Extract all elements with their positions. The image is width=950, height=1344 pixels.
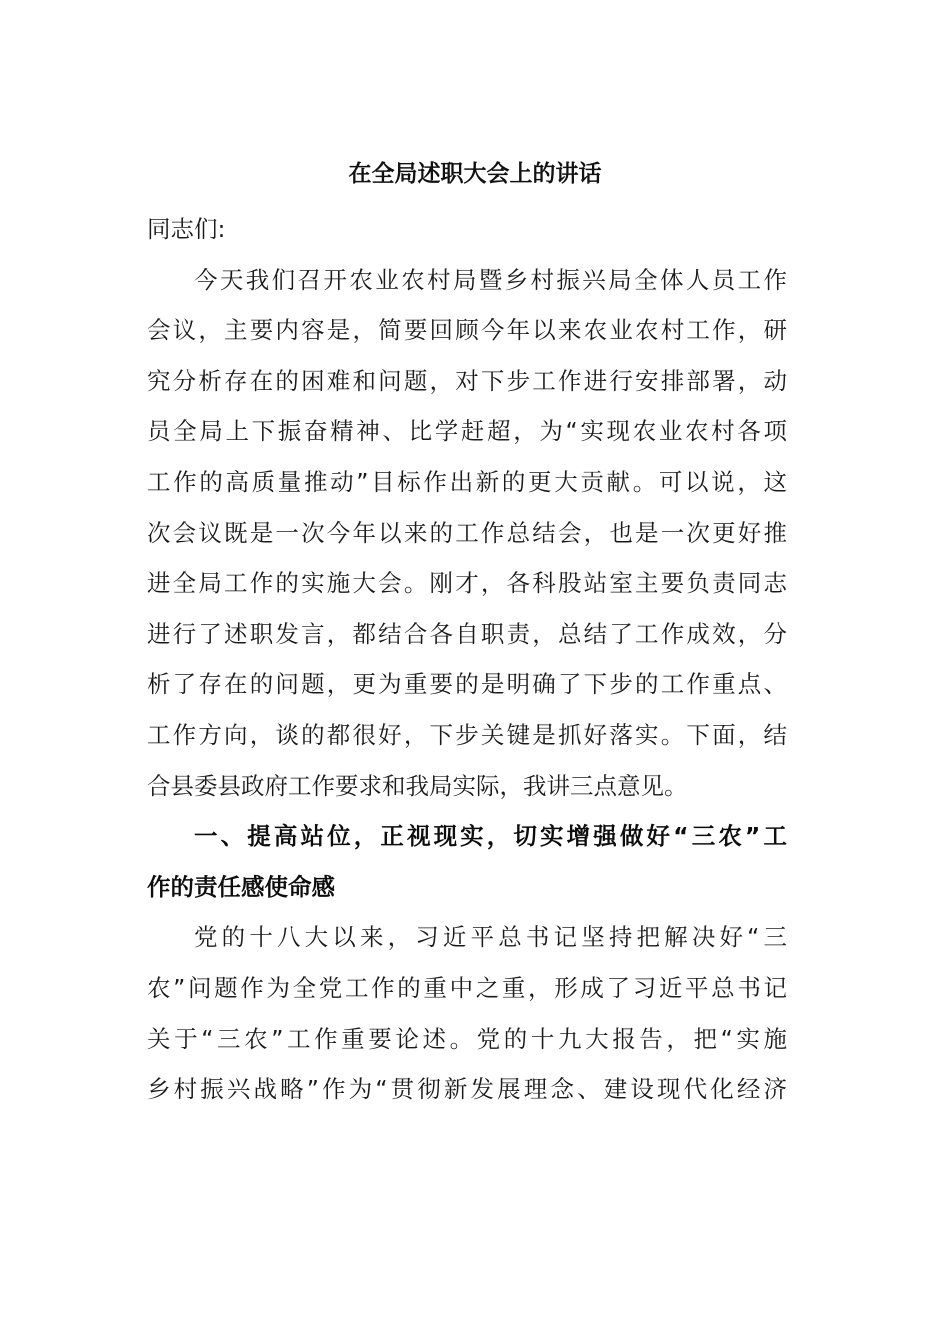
paragraph-line: 究分析存在的困难和问题，对下步工作进行安排部署，动 xyxy=(147,366,787,395)
salutation: 同志们: xyxy=(147,215,226,243)
section-heading: 作的责任感使命感 xyxy=(147,872,335,901)
document-title: 在全局述职大会上的讲话 xyxy=(348,161,602,187)
paragraph-line: 工作的高质量推动”目标作出新的更大贡献。可以说，这 xyxy=(147,467,787,496)
paragraph-line: 党的十八大以来，习近平总书记坚持把解决好“三 xyxy=(194,923,787,952)
paragraph-line: 今天我们召开农业农村局暨乡村振兴局全体人员工作 xyxy=(194,265,787,294)
paragraph-line: 关于“三农”工作重要论述。党的十九大报告，把“实施 xyxy=(147,1024,787,1053)
paragraph-line: 会议，主要内容是，简要回顾今年以来农业农村工作，研 xyxy=(147,316,787,345)
paragraph-line: 员全局上下振奋精神、比学赶超，为“实现农业农村各项 xyxy=(147,417,787,446)
paragraph-line: 进全局工作的实施大会。刚才，各科股站室主要负责同志 xyxy=(147,569,787,598)
document-body xyxy=(147,204,787,1115)
paragraph-line: 合县委县政府工作要求和我局实际，我讲三点意见。 xyxy=(147,771,688,800)
paragraph-line: 次会议既是一次今年以来的工作总结会，也是一次更好推 xyxy=(147,518,787,547)
paragraph-line: 乡村振兴战略”作为“贯彻新发展理念、建设现代化经济 xyxy=(147,1075,787,1104)
paragraph-line: 进行了述职发言，都结合各自职责，总结了工作成效，分 xyxy=(147,619,787,648)
paragraph-line: 工作方向，谈的都很好，下步关键是抓好落实。下面，结 xyxy=(147,720,787,749)
paragraph-line: 农”问题作为全党工作的重中之重，形成了习近平总书记 xyxy=(147,973,787,1002)
section-heading: 一、提高站位，正视现实，切实增强做好“三农”工 xyxy=(194,822,787,851)
paragraph-line: 析了存在的问题，更为重要的是明确了下步的工作重点、 xyxy=(147,670,787,699)
